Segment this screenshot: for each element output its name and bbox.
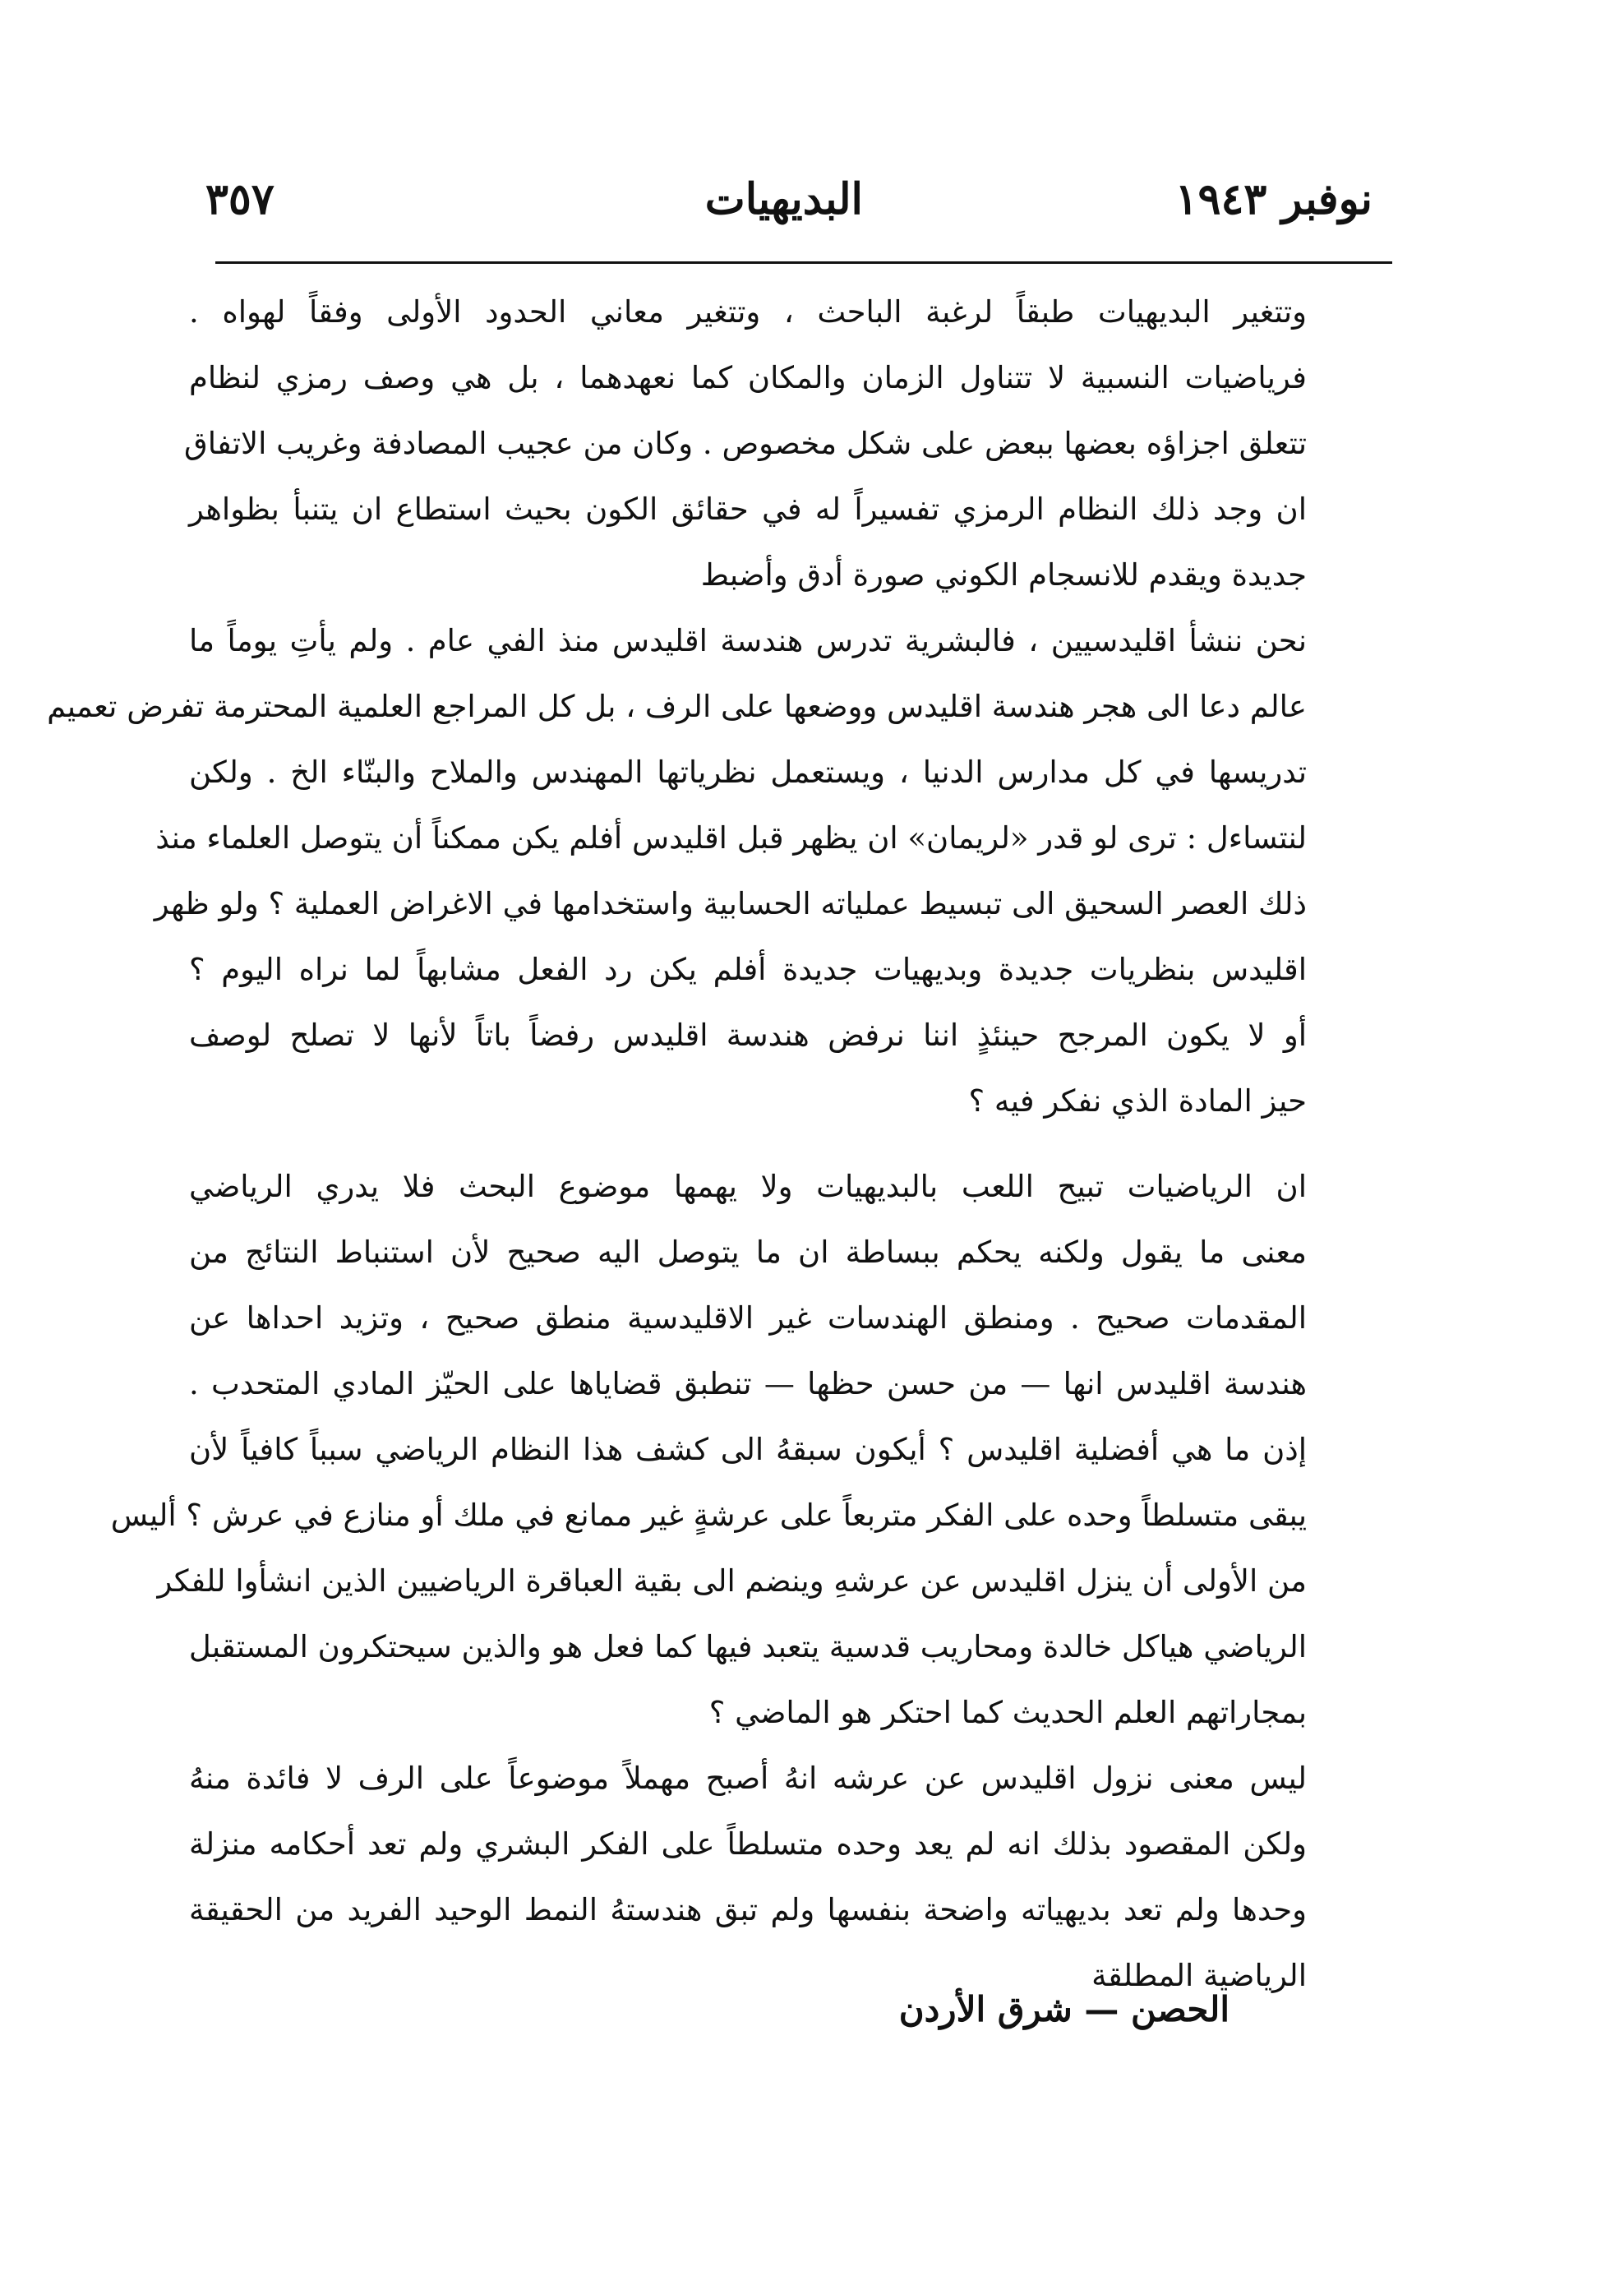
- author-location: الحصن — شرق الأردن: [898, 1989, 1230, 2029]
- text-line: ولكن المقصود بذلك انه لم يعد وحده متسلطاً على الفكر البشري ولم تعد أحكامه منزلة: [189, 1826, 1307, 1862]
- text-line: ليس معنى نزول اقليدس عن عرشه انهُ أصبح مهملاً موضوعاً على الرف لا فائدة منهُ: [189, 1761, 1307, 1796]
- page-header: [205, 174, 1373, 248]
- text-line: نحن ننشأ اقليدسيين ، فالبشرية تدرس هندسة اقليدس منذ الفي عام . ولم يأتِ يوماً ما: [189, 623, 1307, 658]
- text-line: فرياضيات النسبية لا تتناول الزمان والمكان كما نعهدهما ، بل هي وصف رمزي لنظام: [189, 360, 1307, 395]
- text-line: جديدة ويقدم للانسجام الكوني صورة أدق وأضبط: [700, 557, 1307, 593]
- text-line: لنتساءل : ترى لو قدر «لريمان» ان يظهر قبل اقليدس أفلم يكن ممكناً أن يتوصل العلماء منذ: [155, 820, 1307, 856]
- header-rule: [215, 261, 1392, 264]
- text-line: وتتغير البديهيات طبقاً لرغبة الباحث ، وتتغير معاني الحدود الأولى وفقاً لهواه .: [189, 294, 1307, 330]
- text-line: حيز المادة الذي نفكر فيه ؟: [968, 1083, 1307, 1119]
- text-line: من الأولى أن ينزل اقليدس عن عرشهِ وينضم الى بقية العباقرة الرياضيين الذين انشأوا للفكر: [157, 1563, 1307, 1599]
- text-line: يبقى متسلطاً وحده على الفكر متربعاً على عرشةٍ غير ممانع في ملك أو منازع في عرش ؟ أليس: [110, 1498, 1307, 1533]
- text-line: بمجاراتهم العلم الحديث كما احتكر هو الماضي ؟: [708, 1695, 1307, 1730]
- text-line: ان الرياضيات تبيح اللعب بالبديهيات ولا يهمها موضوع البحث فلا يدري الرياضي: [189, 1169, 1307, 1204]
- paragraph-1: [184, 279, 1397, 608]
- header-title: البديهيات: [704, 174, 863, 224]
- text-line: ان وجد ذلك النظام الرمزي تفسيراً له في حقائق الكون بحيث استطاع ان يتنبأ بظواهر: [189, 492, 1307, 527]
- text-line: عالم دعا الى هجر هندسة اقليدس ووضعها على الرف ، بل كل المراجع العلمية المحترمة تفرض تعميم: [47, 689, 1307, 724]
- text-line: الرياضية المطلقة: [1091, 1958, 1307, 1993]
- text-line: تتعلق اجزاؤه بعضها ببعض على شكل مخصوص . وكان من عجيب المصادفة وغريب الاتفاق: [184, 426, 1307, 461]
- paragraph-4: [189, 1746, 1397, 2009]
- text-line: أو لا يكون المرجح حينئذٍ اننا نرفض هندسة اقليدس رفضاً باتاً لأنها لا تصلح لوصف: [189, 1018, 1307, 1053]
- text-line: ذلك العصر السحيق الى تبسيط عملياته الحسابية واستخدامها في الاغراض العملية ؟ ولو ظهر: [154, 886, 1307, 921]
- paragraph-3: [110, 1154, 1397, 1746]
- text-line: إذن ما هي أفضلية اقليدس ؟ أيكون سبقهُ الى كشف هذا النظام الرياضي سبباً كافياً لأن: [189, 1432, 1307, 1467]
- header-date: نوفبر ١٩٤٣: [1174, 174, 1373, 224]
- text-line: المقدمات صحيح . ومنطق الهندسات غير الاقليدسية منطق صحيح ، وتزيد احداها عن: [189, 1300, 1307, 1336]
- page-number: ٣٥٧: [205, 174, 275, 224]
- text-line: هندسة اقليدس انها — من حسن حظها — تنطبق قضاياها على الحيّز المادي المتحدب .: [189, 1366, 1307, 1401]
- text-line: الرياضي هياكل خالدة ومحاريب قدسية يتعبد فيها كما فعل هو والذين سيحتكرون المستقبل: [188, 1629, 1307, 1664]
- text-line: اقليدس بنظريات جديدة وبديهيات جديدة أفلم يكن رد الفعل مشابهاً لما نراه اليوم ؟: [189, 952, 1307, 987]
- paragraph-2: [47, 608, 1397, 1134]
- text-line: وحدها ولم تعد بديهياته واضحة بنفسها ولم تبق هندستهُ النمط الوحيد الفريد من الحقيقة: [189, 1892, 1307, 1927]
- text-line: تدريسها في كل مدارس الدنيا ، ويستعمل نظرياتها المهندس والملاح والبنّاء الخ . ولكن: [189, 755, 1307, 790]
- text-line: معنى ما يقول ولكنه يحكم ببساطة ان ما يتوصل اليه صحيح لأن استنباط النتائج من: [189, 1235, 1307, 1270]
- article-body: [47, 279, 1397, 2009]
